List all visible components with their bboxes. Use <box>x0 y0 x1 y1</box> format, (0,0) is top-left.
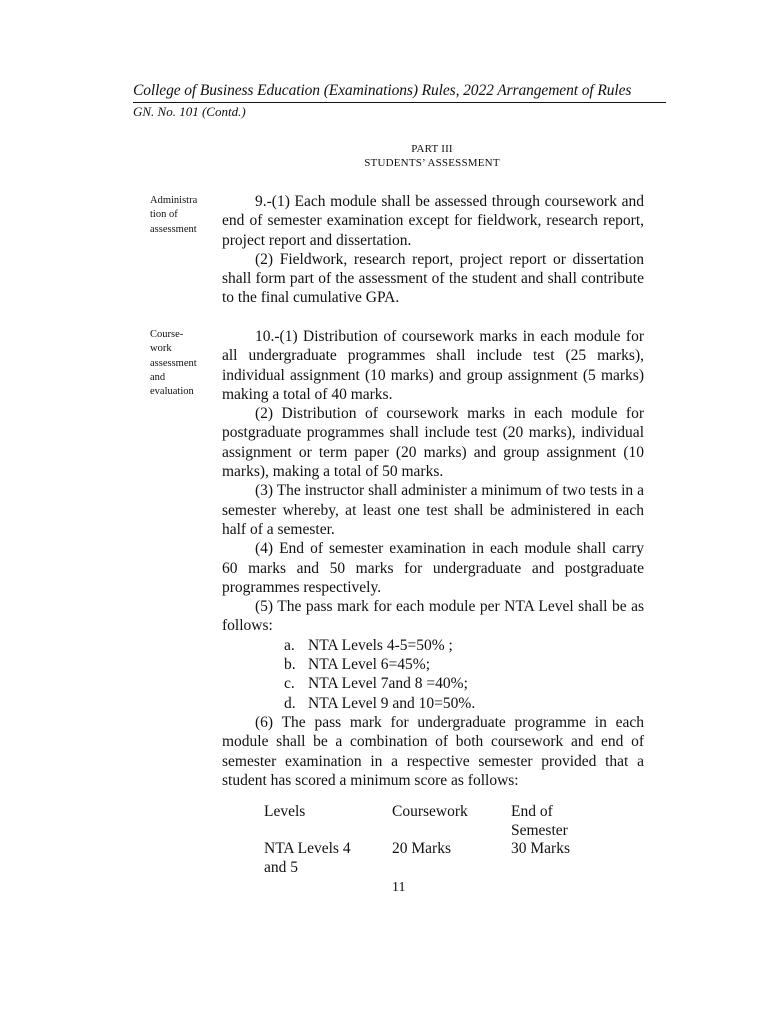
margin-note-line: work <box>150 343 172 355</box>
paragraph-10-6: (6) The pass mark for undergraduate programme in each module shall be a combination of both coursework and end of semester examination in a respective semester provided that a student has scored a minimum score as follows: <box>222 713 644 789</box>
list-marker: b. <box>284 656 296 674</box>
margin-note-line: Course- <box>150 329 184 340</box>
section-10-text <box>222 327 644 790</box>
list-item <box>222 674 644 693</box>
section-9-text <box>222 192 644 308</box>
list-item-text: NTA Level 6=45%; <box>308 656 431 674</box>
table-cell-end-of-semester: 30 Marks <box>511 840 570 857</box>
list-item <box>222 636 644 655</box>
list-marker: c. <box>284 675 295 693</box>
margin-note-line: assessment <box>150 223 197 235</box>
paragraph-10-5: (5) The pass mark for each module per NTA Level shall be as follows: <box>222 598 644 635</box>
part-number: PART III <box>411 143 453 155</box>
margin-note-line: tion of <box>150 209 178 221</box>
paragraph-9-2: (2) Fieldwork, research report, project report or dissertation shall form part of the assessment of the student and shall contribute to the final cumulative GPA. <box>222 250 644 307</box>
list-marker: d. <box>284 694 296 712</box>
list-item-text: NTA Level 7and 8 =40%; <box>308 675 468 693</box>
part-title: STUDENTS’ ASSESSMENT <box>364 157 500 169</box>
paragraph-10-3: (3) The instructor shall administer a minimum of two tests in a semester whereby, at least one test shall be administered in each half of a semester. <box>222 482 644 538</box>
list-marker: a. <box>284 636 295 654</box>
table-cell-level: NTA Levels 4 and 5 <box>264 840 351 876</box>
list-item <box>222 655 644 674</box>
page-number: 11 <box>392 880 406 895</box>
margin-note-coursework <box>150 328 220 399</box>
notice-number: GN. No. 101 (Contd.) <box>133 104 246 119</box>
running-title: College of Business Education (Examinations) Rules, 2022 Arrangement of Rules <box>133 82 632 99</box>
table-header-levels: Levels <box>264 803 306 820</box>
paragraph-10-2: (2) Distribution of coursework marks in each module for postgraduate programmes shall include test (20 marks), individual assignment or term paper (20 marks) and group assignment (10 marks), making a total of 50 marks. <box>222 405 644 481</box>
pass-mark-list <box>222 636 644 713</box>
margin-note-line: evaluation <box>150 386 194 398</box>
paragraph-10-1: 10.-(1) Distribution of coursework marks in each module for all undergraduate programmes shall include test (25 marks), individual assignment (10 marks) and group assignment (5 marks) making a total of 40 marks. <box>222 328 644 403</box>
list-item-text: NTA Levels 4-5=50% ; <box>308 636 453 654</box>
table-header-coursework: Coursework <box>392 803 468 820</box>
margin-note-line: assessment <box>150 357 197 369</box>
list-item <box>222 694 644 713</box>
list-item-text: NTA Level 9 and 10=50%. <box>308 694 476 712</box>
table-header-end-of-semester: End of Semester <box>511 803 568 839</box>
margin-note-line: and <box>150 371 166 383</box>
margin-note-administration <box>150 194 220 237</box>
paragraph-10-4: (4) End of semester examination in each module shall carry 60 marks and 50 marks for undergraduate and postgraduate programmes respectively. <box>222 540 644 596</box>
margin-note-line: Administra <box>150 195 198 206</box>
paragraph-9-1: 9.-(1) Each module shall be assessed through coursework and end of semester examination except for fieldwork, research report, project report and dissertation. <box>222 193 644 249</box>
table-cell-coursework: 20 Marks <box>392 840 451 857</box>
header-rule <box>133 102 666 103</box>
